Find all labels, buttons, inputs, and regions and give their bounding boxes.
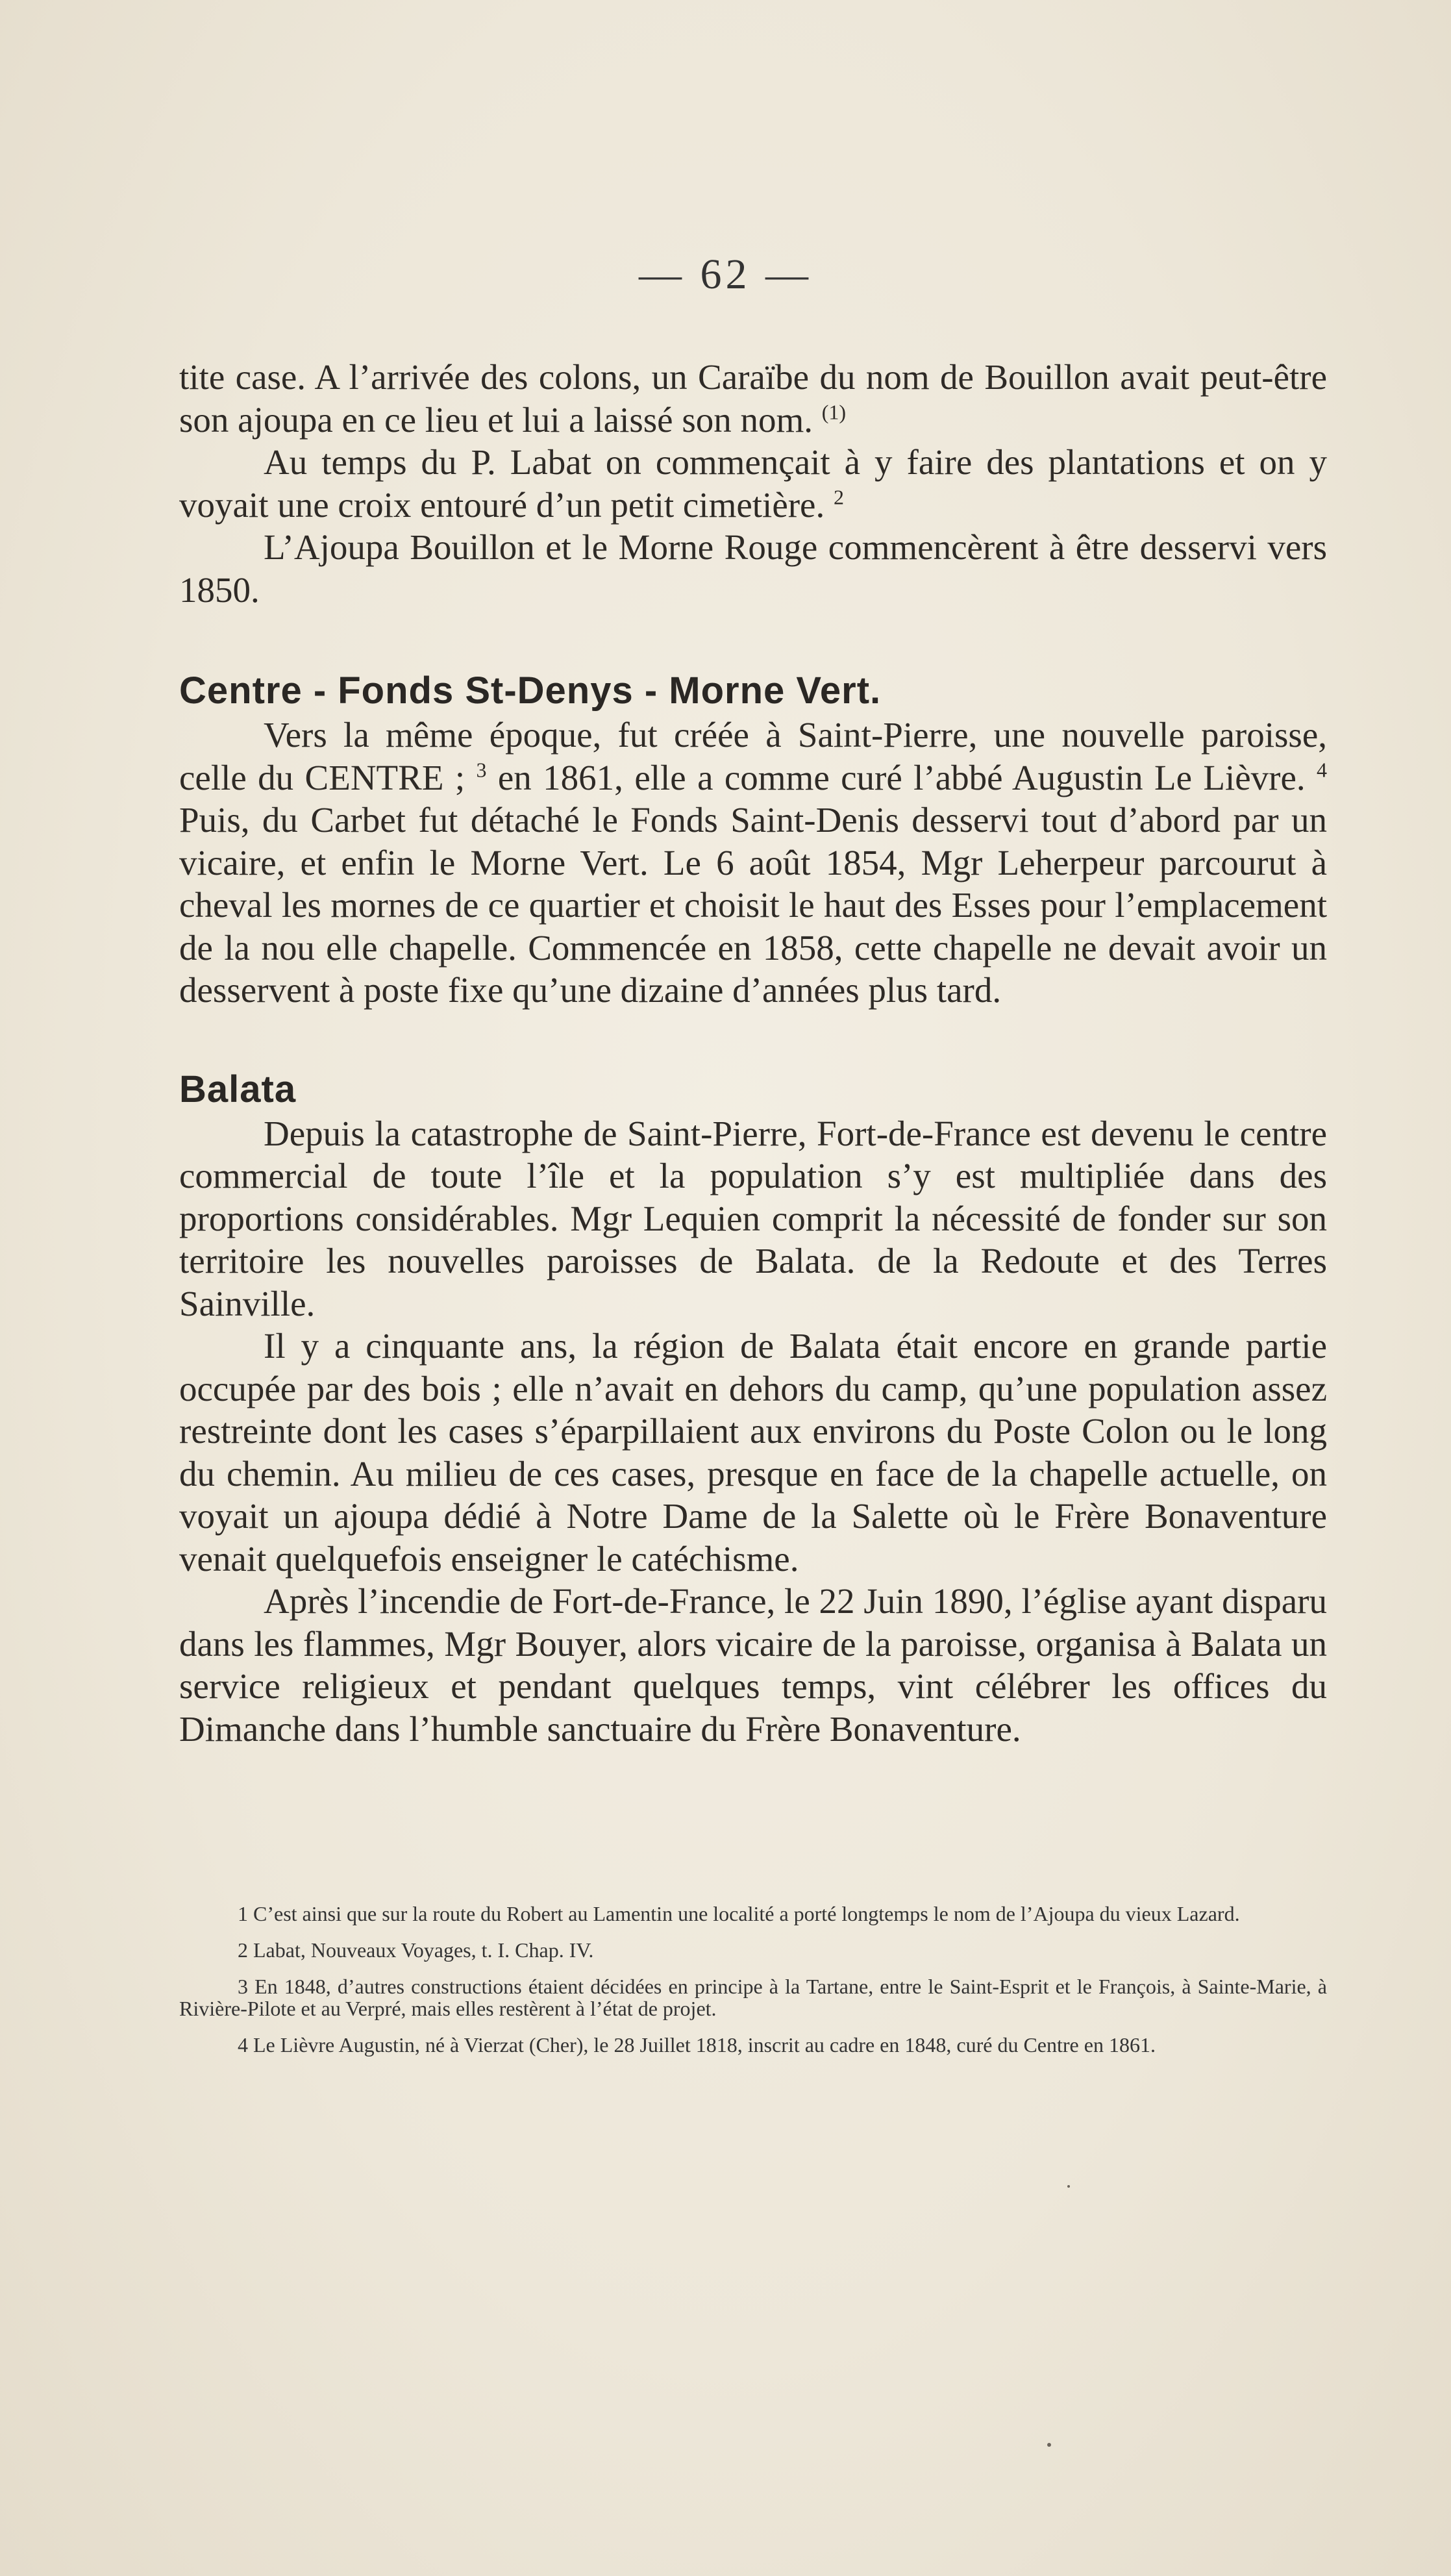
section-heading-balata: Balata bbox=[179, 1068, 297, 1110]
intro-p1-text: tite case. A l’arrivée des colons, un Caraïbe du nom de Bouillon avait peut-être son ajoupa en ce lieu et lui a laissé son nom. bbox=[179, 357, 1327, 440]
footnote-ref-1: (1) bbox=[821, 400, 847, 424]
footnotes bbox=[179, 1903, 1327, 2070]
intro-p2-text: Au temps du P. Labat on commençait à y faire des plantations et on y voyait une croix entouré d’un petit cimetière. bbox=[179, 442, 1327, 525]
footnote-4: 4 Le Lièvre Augustin, né à Vierzat (Cher), le 28 Juillet 1818, inscrit au cadre en 1848, curé du Centre en 1861. bbox=[238, 2033, 1156, 2057]
intro-paragraph-3: L’Ajoupa Bouillon et le Morne Rouge commencèrent à être desservi vers 1850. bbox=[179, 527, 1327, 610]
footnote-ref-2: 2 bbox=[833, 485, 844, 509]
footnote-1: 1 C’est ainsi que sur la route du Robert au Lamentin une localité a porté longtemps le nom de l’Ajoupa du vieux Lazard. bbox=[238, 1902, 1240, 1925]
paper-speck bbox=[1047, 2443, 1051, 2447]
balata-paragraph-3: Après l’incendie de Fort-de-France, le 22 Juin 1890, l’église ayant disparu dans les flammes, Mgr Bouyer, alors vicaire de la paroisse, organisa à Balata un service religieux et pendant quelques temps, vint célébrer les offices du Dimanche dans l’humble sanctuaire du Frère Bonaventure. bbox=[179, 1581, 1327, 1749]
centre-text-b: en 1861, elle a comme curé l’abbé Augustin Le Lièvre. bbox=[497, 757, 1306, 797]
paper-speck bbox=[1067, 2185, 1070, 2188]
centre-paragraph bbox=[179, 714, 1327, 1012]
footnote-ref-4: 4 bbox=[1317, 758, 1328, 782]
centre-text-a: Vers la même époque, fut créée à Saint-Pierre, une nouvelle paroisse, celle du CENTRE ; bbox=[179, 715, 1327, 797]
page-number: — 62 — bbox=[639, 251, 812, 298]
spacer bbox=[179, 1012, 1327, 1067]
footnote-2: 2 Labat, Nouveaux Voyages, t. I. Chap. IV. bbox=[238, 1938, 594, 1962]
spacer bbox=[179, 611, 1327, 668]
footnote-3: 3 En 1848, d’autres constructions étaient décidées en principe à la Tartane, entre le Saint-Esprit et le François, à Sainte-Marie, à Rivière-Pilote et au Verpré, mais elles restèrent à l’état de projet. bbox=[179, 1975, 1327, 2020]
intro-paragraph-2 bbox=[179, 441, 1327, 526]
intro-paragraph-1 bbox=[179, 356, 1327, 441]
balata-paragraph-1: Depuis la catastrophe de Saint-Pierre, Fort-de-France est devenu le centre commercial de toute l’île et la population s’y est multipliée dans des proportions considérables. Mgr Lequien comprit la nécessité de fonder sur son territoire les nouvelles paroisses de Balata. de la Redoute et des Terres Sainville. bbox=[179, 1113, 1327, 1323]
main-text bbox=[179, 356, 1327, 1750]
section-heading-centre: Centre - Fonds St-Denys - Morne Vert. bbox=[179, 669, 882, 712]
centre-text-c: Puis, du Carbet fut détaché le Fonds Saint-Denis desservi tout d’abord par un vicaire, et enfin le Morne Vert. Le 6 août 1854, Mgr Leherpeur parcourut à cheval les mornes de ce quartier et choisit le haut des Esses pour l’emplacement de la nou elle chapelle. Commencée en 1858, cette chapelle ne devait avoir un desservent à poste fixe qu’une dizaine d’années plus tard. bbox=[179, 800, 1327, 1010]
balata-paragraph-2: Il y a cinquante ans, la région de Balata était encore en grande partie occupée par des bois ; elle n’avait en dehors du camp, qu’une population assez restreinte dont les cases s’éparpillaient aux environs du Poste Colon ou le long du chemin. Au milieu de ces cases, presque en face de la chapelle actuelle, on voyait un ajoupa dédié à Notre Dame de la Salette où le Frère Bonaventure venait quelquefois enseigner le catéchisme. bbox=[179, 1326, 1327, 1579]
footnote-ref-3: 3 bbox=[476, 758, 487, 782]
